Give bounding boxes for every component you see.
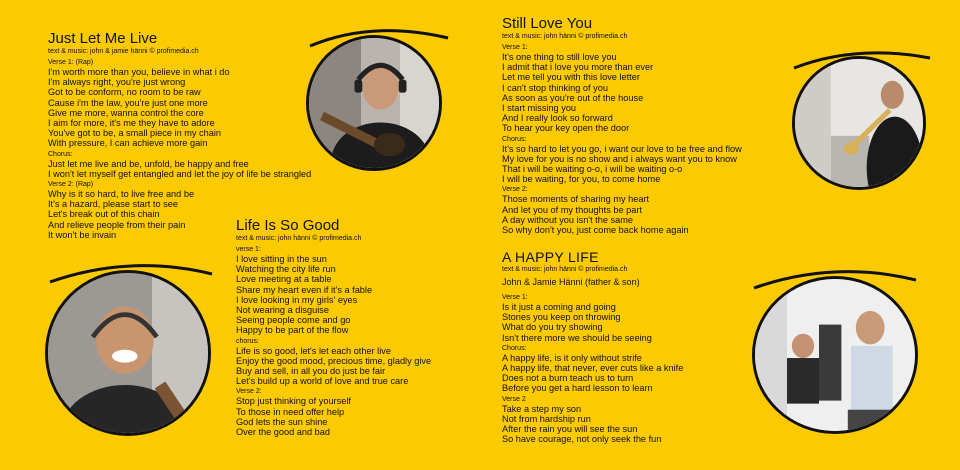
lyric-line: Enjoy the good mood, precious time, gladly give — [236, 355, 432, 366]
song-credit: text & music: john & jamie hänni © profimedia.ch — [48, 48, 199, 55]
lyric-line: As soon as you're out of the house — [502, 92, 644, 103]
lyric-line: Before you get a hard lesson to learn — [502, 383, 653, 394]
lyric-line: To hear your key open the door — [502, 123, 630, 134]
lyric-line: Seeing people come and go — [236, 315, 351, 326]
lyric-line: And relieve people from their pain — [48, 219, 186, 230]
lyric-line: Love meeting at a table — [236, 274, 332, 285]
section-label: verse 1: — [236, 246, 261, 253]
lyric-line: Over the good and bad — [236, 427, 330, 438]
lyric-line: You've got to be, a small piece in my chain — [48, 128, 222, 139]
song-title: Still Love You — [502, 15, 593, 32]
section-label: Chorus: — [502, 344, 527, 352]
lyric-line: Does not a burn teach us to turn — [502, 373, 634, 384]
lyric-line: So have courage, not only seek the fun — [502, 434, 662, 445]
section-label: Chorus: — [502, 135, 527, 143]
lyric-line: I admit that i love you more than ever — [502, 62, 654, 73]
lyric-line: Cause i'm the law, you're just one more — [48, 97, 208, 108]
song-title: A HAPPY LIFE — [502, 249, 599, 265]
lyric-line: That i will be waiting o-o, i will be waiting o-o — [502, 164, 683, 175]
lyric-line: What do you try showing — [502, 322, 603, 333]
lyric-line: Let's break out of this chain — [48, 209, 160, 220]
lyric-line: It's so hard to let you go, i want our love to be free and flow — [502, 143, 742, 154]
lyric-line: Why is it so hard, to live free and be — [48, 189, 195, 200]
section-label: Verse 1: (Rap) — [48, 59, 94, 66]
lyric-line: I aim for more, it's me they have to adore — [48, 118, 215, 129]
lyric-line: It's a hazard, please start to see — [48, 199, 178, 210]
song-still-love-you — [502, 16, 742, 235]
lyric-line: Not from hardship run — [502, 413, 591, 424]
section-label: chorus: — [236, 337, 259, 345]
lyric-line: I'm always right, you're just wrong — [48, 77, 186, 88]
section-label: Verse 1: — [502, 44, 528, 51]
song-title: Life Is So Good — [236, 217, 340, 234]
song-life-is-so-good — [236, 218, 431, 437]
lyric-line: A day without you isn't the same — [502, 214, 633, 225]
lyric-line: A happy life, is it only without strife — [502, 352, 642, 363]
lyric-line: Those moments of sharing my heart — [502, 194, 650, 205]
lyric-line: Buy and sell, in all you do just be fair — [236, 366, 386, 377]
lyric-line: Just let me live and be, unfold, be happy and free — [48, 158, 249, 169]
lyric-line: Happy to be part of the flow — [236, 325, 349, 336]
lyric-line: Let's build up a world of love and true care — [236, 376, 409, 387]
lyric-line: I love looking in my girls' eyes — [236, 294, 358, 305]
song-a-happy-life — [502, 249, 683, 444]
lyric-line: It won't be invain — [48, 229, 117, 240]
lyric-line: And let you of my thoughts be part — [502, 204, 642, 215]
song-credit: text & music: john hänni © profimedia.ch — [236, 235, 362, 242]
lyric-line: I will be waiting, for you, to come home — [502, 174, 661, 185]
lyric-line: So why don't you, just come back home again — [502, 225, 689, 236]
lyric-line: I can't stop thinking of you — [502, 82, 608, 93]
lyric-line: Take a step my son — [502, 403, 582, 414]
lyric-line: I won't let myself get entangled and let the joy of life be strangled — [48, 168, 312, 179]
section-label: Verse 2 — [502, 395, 526, 403]
photo-guitarist-headphones — [306, 35, 442, 171]
lyric-line: Life is so good, let's let each other live — [236, 345, 391, 356]
lyric-line: To those in need offer help — [236, 406, 345, 417]
lyric-line: God lets the sun shine — [236, 416, 328, 427]
photo-father-and-son — [752, 276, 918, 434]
lyric-line: Is it just a coming and going — [502, 302, 616, 312]
lyric-line: Give me more, wanna control the core — [48, 107, 204, 118]
lyric-line: Isn't there more we should be seeing — [502, 332, 652, 343]
section-label: Verse 2: — [502, 186, 528, 194]
song-title: Just Let Me Live — [48, 30, 158, 47]
lyric-line: I'm worth more than you, believe in what i do — [48, 67, 230, 77]
section-label: Chorus: — [48, 150, 73, 158]
lyric-line: My love for you is no show and i always want you to know — [502, 153, 737, 164]
song-credit: text & music: john hänni © profimedia.ch — [502, 33, 628, 40]
lyric-line: Share my heart even if it's a fable — [236, 284, 373, 295]
lyric-line: I love sitting in the sun — [236, 254, 327, 264]
section-label: Verse 2: (Rap) — [48, 181, 94, 189]
lyric-line: With pressure, I can achieve more gain — [48, 138, 208, 149]
lyric-line: I start missing you — [502, 103, 577, 114]
song-authors: John & Jamie Hänni (father & son) — [502, 277, 640, 287]
lyric-line: Let me tell you with this love letter — [502, 72, 640, 83]
lyric-line: Stop just thinking of yourself — [236, 396, 351, 407]
song-just-let-me-live — [48, 31, 311, 240]
lyric-line: Not wearing a disguise — [236, 305, 329, 316]
photo-trumpet-player — [792, 56, 926, 190]
lyric-line: Watching the city life run — [236, 264, 336, 275]
lyric-line: It's one thing to still love you — [502, 52, 617, 62]
section-label: Verse 1: — [502, 294, 528, 301]
song-credit: text & music: john hänni © profimedia.ch — [502, 266, 628, 273]
lyric-line: Got to be conform, no room to be raw — [48, 87, 201, 98]
lyric-line: Stones you keep on throwing — [502, 312, 621, 323]
lyric-line: After the rain you will see the sun — [502, 424, 638, 435]
section-label: Verse 2: — [236, 388, 262, 396]
lyric-line: A happy life, that never, ever cuts like a knife — [502, 363, 684, 374]
lyric-line: And I really look so forward — [502, 113, 613, 124]
photo-smiling-guitarist — [45, 270, 211, 436]
